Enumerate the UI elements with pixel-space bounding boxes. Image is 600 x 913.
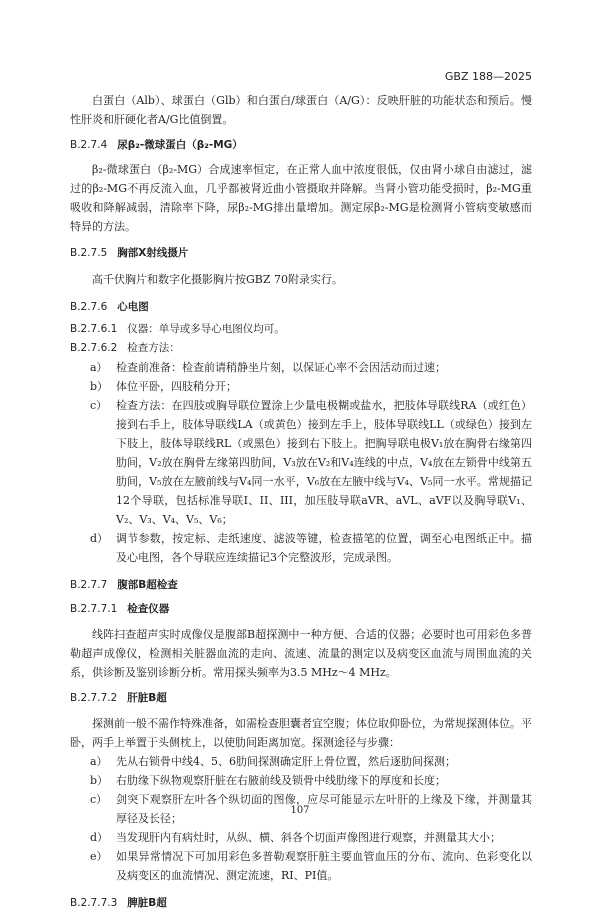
section-title: 肝脏B超	[127, 692, 167, 704]
document-id: GBZ 188—2025	[444, 70, 532, 83]
list-text: 调节参数，按定标、走纸速度、滤波等键，检查描笔的位置，调至心电图纸正中。描及心电图，各个导联应连续描记3个完整波形，完成录图。	[116, 532, 532, 564]
section-heading	[70, 576, 532, 595]
section-title: 尿β₂-微球蛋白（β₂-MG）	[117, 139, 243, 151]
section-number: B.2.7.4	[70, 139, 108, 151]
section-heading	[70, 600, 532, 619]
subsection-text: 仪器：单导或多导心电图仪均可。	[127, 323, 285, 335]
paragraph: β₂-微球蛋白（β₂-MG）合成速率恒定，在正常人血中浓度很低，仅由肾小球自由滤过，滤过的β₂-MG不再反流入血，几乎都被肾近曲小管摄取并降解。当肾小管功能受损时，β₂-MG重吸收和降解减弱，清除率下降，尿β₂-MG排出量增加。测定尿β₂-MG是检测肾小管病变敏感而特异的方法。	[70, 163, 532, 233]
paragraph: 探测前一般不需作特殊准备，如需检查胆囊者宜空腹；体位取仰卧位，为常规探测体位。平卧，两手上举置于头侧枕上，以使肋间距离加宽。探测途径与步骤：	[70, 717, 532, 749]
section-title: 检查仪器	[127, 603, 170, 615]
list-marker: e）	[90, 850, 108, 863]
section-number: B.2.7.5	[70, 247, 108, 259]
list-item	[70, 358, 532, 377]
section-number: B.2.7.6.2	[70, 342, 118, 354]
page-number: 107	[290, 805, 310, 816]
list-item	[70, 377, 532, 396]
section-number: B.2.7.7	[70, 579, 108, 591]
section-heading	[70, 136, 532, 155]
list-marker: c）	[90, 399, 108, 412]
list-marker: c）	[90, 793, 108, 806]
list-text: 右肋缘下纵物观察肝脏在右腋前线及锁骨中线肋缘下的厚度和长度；	[116, 774, 446, 787]
list-marker: b）	[90, 774, 109, 787]
subsection	[70, 339, 532, 358]
paragraph: 白蛋白（Alb）、球蛋白（Glb）和白蛋白/球蛋白（A/G）：反映肝脏的功能状态和预后。慢性肝炎和肝硬化者A/G比值倒置。	[70, 94, 532, 126]
list-item	[70, 529, 532, 567]
list-marker: a）	[90, 755, 108, 768]
list-marker: b）	[90, 380, 109, 393]
paragraph: 线阵扫查超声实时成像仪是腹部B超探测中一种方便、合适的仪器；必要时也可用彩色多普勒超声成像仪，检测相关脏器血流的走向、流速、流量的测定以及病变区血流与周围血流的关系，供诊断及鉴别诊断分析。常用探头频率为3.5 MHz～4 MHz。	[70, 628, 532, 679]
section-heading	[70, 689, 532, 708]
list-item	[70, 396, 532, 529]
list-item	[70, 828, 532, 847]
section-heading	[70, 894, 532, 913]
content	[70, 91, 532, 913]
list-text: 检查方法：在四肢或胸导联位置涂上少量电极糊或盐水，把肢体导联线RA（或红色）接到右手上，肢体导联线LA（或黄色）接到左手上，肢体导联线LL（或绿色）接到左下肢上，肢体导联线RL（或黑色）接到右下肢上。把胸导联电极V₁放在胸骨右缘第四肋间，V₂放在胸骨左缘第四肋间，V₃放在V₂和V₄连线的中点，V₄放在左锁骨中线第五肋间，V₅放在左腋前线与V₄同一水平，V₆放在左腋中线与V₄、V₅同一水平。常规描记12个导联，包括标准导联I、II、III，加压肢导联aVR、aVL、aVF以及胸导联V₁、V₂、V₃、V₄、V₅、V₆；	[116, 399, 532, 526]
subsection-text: 检查方法：	[127, 342, 180, 354]
list-text: 先从右锁骨中线4、5、6肋间探测确定肝上骨位置，然后逐肋间探测；	[116, 755, 456, 768]
section-heading	[70, 298, 532, 317]
list-text: 如果异常情况下可加用彩色多普勒观察肝脏主要血管血压的分布、流向、色彩变化以及病变区的血流情况、测定流速，RI、PI值。	[116, 850, 532, 882]
liver-steps-list	[70, 752, 532, 885]
ecg-steps-list	[70, 358, 532, 567]
section-title: 胸部X射线摄片	[117, 247, 189, 259]
list-text: 检查前准备：检查前请稍静坐片刻，以保证心率不会因活动而过速；	[116, 361, 446, 374]
list-marker: a）	[90, 361, 108, 374]
section-heading	[70, 244, 532, 263]
list-text: 当发现肝内有病灶时，从纵、横、斜各个切面声像图进行观察，并测量其大小；	[116, 831, 501, 844]
section-number: B.2.7.7.2	[70, 692, 118, 704]
section-title: 心电图	[117, 301, 149, 313]
list-marker: d）	[90, 532, 109, 545]
section-number: B.2.7.7.1	[70, 603, 118, 615]
section-number: B.2.7.6.1	[70, 323, 118, 335]
section-title: 腹部B超检查	[117, 579, 178, 591]
list-item	[70, 847, 532, 885]
section-title: 脾脏B超	[127, 897, 167, 909]
subsection	[70, 320, 532, 339]
list-text: 剑突下观察肝左叶各个纵切面的图像，应尽可能显示左叶肝的上缘及下缘，并测量其厚径及长径；	[116, 793, 532, 825]
list-text: 体位平卧，四肢稍分开；	[116, 380, 237, 393]
paragraph: 高千伏胸片和数字化摄影胸片按GBZ 70附录实行。	[92, 273, 344, 286]
list-item	[70, 771, 532, 790]
section-number: B.2.7.7.3	[70, 897, 118, 909]
list-marker: d）	[90, 831, 109, 844]
list-item	[70, 752, 532, 771]
section-number: B.2.7.6	[70, 301, 108, 313]
